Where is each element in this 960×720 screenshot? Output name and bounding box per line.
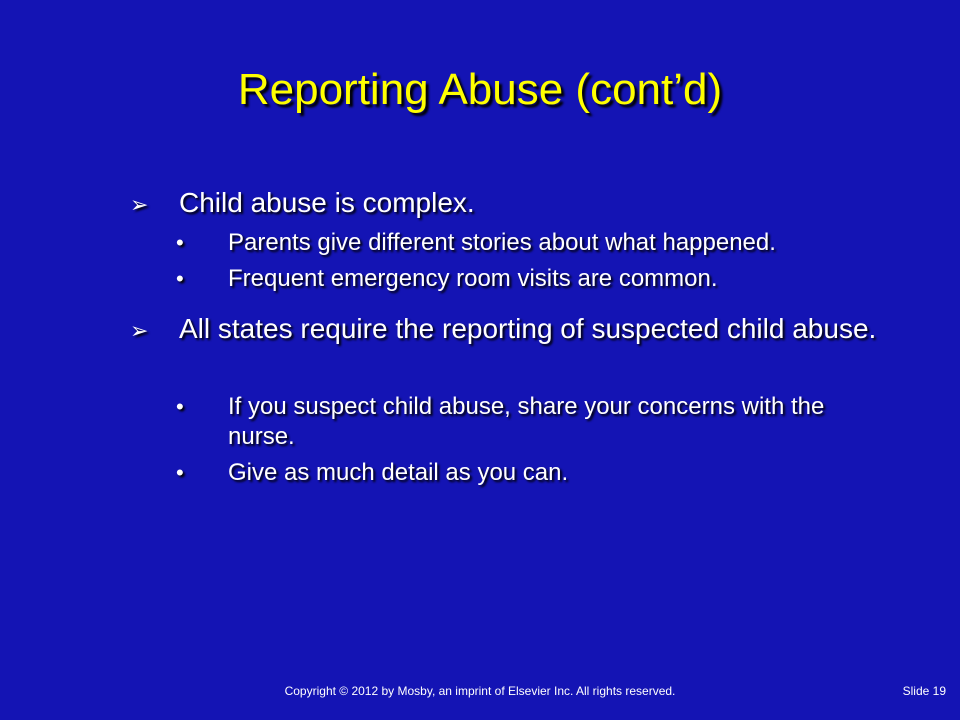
arrow-bullet-icon: ➢ bbox=[130, 318, 149, 343]
dot-bullet-icon: • bbox=[176, 394, 184, 419]
arrow-bullet-icon: ➢ bbox=[130, 192, 149, 217]
slide-number: Slide 19 bbox=[902, 684, 946, 698]
footer-copyright: Copyright © 2012 by Mosby, an imprint of Elsevier Inc. All rights reserved. bbox=[284, 684, 676, 698]
sub-bullet-text: Give as much detail as you can. bbox=[228, 459, 569, 486]
sub-bullet-text: Frequent emergency room visits are common. bbox=[228, 265, 718, 292]
dot-bullet-icon: • bbox=[176, 266, 184, 291]
slide-title: Reporting Abuse (cont’d) bbox=[237, 65, 723, 114]
sub-bullet-text: If you suspect child abuse, share your concerns with the nurse. bbox=[228, 393, 825, 450]
dot-bullet-icon: • bbox=[176, 230, 184, 255]
bullet-text: All states require the reporting of suspected child abuse. bbox=[179, 313, 877, 344]
dot-bullet-icon: • bbox=[176, 460, 184, 485]
bullet-text: Child abuse is complex. bbox=[179, 187, 475, 218]
sub-bullet-text: Parents give different stories about what happened. bbox=[228, 229, 776, 256]
